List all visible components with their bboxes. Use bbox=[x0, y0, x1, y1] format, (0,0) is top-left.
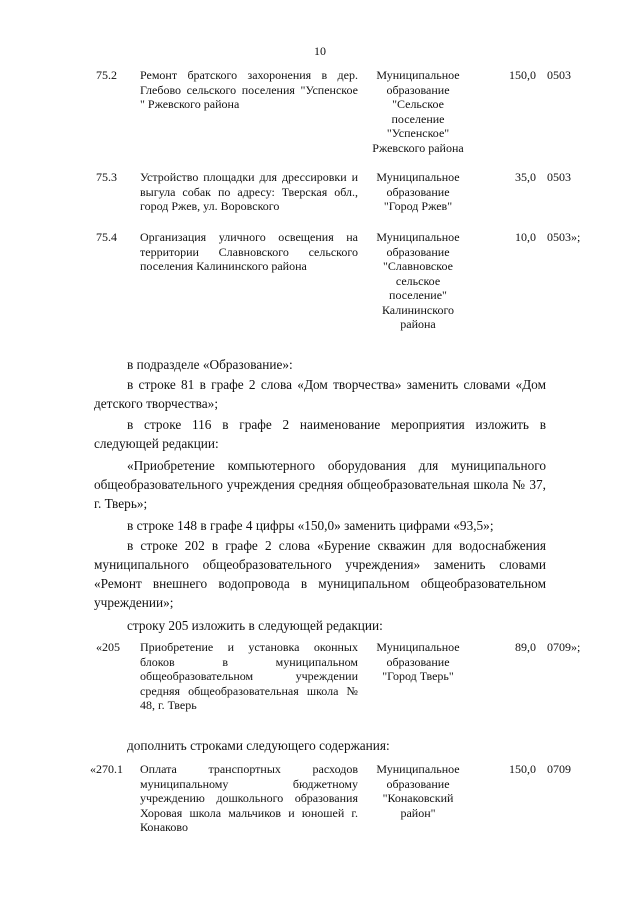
row-number: «270.1 bbox=[90, 762, 123, 776]
paragraph-line116: в строке 116 в графе 2 наименование мероприятия изложить в следующей редакции: bbox=[94, 417, 546, 451]
paragraph-line202: в строке 202 в графе 2 слова «Бурение скважин для водоснабжения муниципального общеобразовательного учреждения» заменить словами «Ремонт внешнего водопровода в муниципальном общеобразовательном учреждении»; bbox=[94, 538, 546, 610]
row-sum: 10,0 bbox=[515, 230, 536, 244]
executor-line: район" bbox=[400, 805, 436, 820]
row-description: Устройство площадки для дрессировки и выгула собак по адресу: Тверская обл., город Ржев, ул. Воровского bbox=[140, 170, 358, 213]
row-code: 0503»; bbox=[547, 230, 581, 244]
executor-line: района bbox=[400, 317, 436, 331]
row-description: Ремонт братского захоронения в дер. Глебово сельского поселения "Успенское " Ржевского района bbox=[140, 68, 358, 111]
executor-line: Муниципальное bbox=[376, 640, 460, 654]
executor-line: "Успенское" bbox=[386, 126, 450, 140]
row-number: 75.3 bbox=[96, 170, 117, 184]
row-executor bbox=[360, 230, 476, 332]
row-executor bbox=[360, 68, 476, 155]
executor-line: образование bbox=[386, 776, 450, 791]
row-code: 0709»; bbox=[547, 640, 581, 654]
executor-line: образование bbox=[386, 184, 450, 199]
page-number: 10 bbox=[314, 44, 326, 58]
row-sum: 150,0 bbox=[509, 762, 536, 776]
executor-line: образование bbox=[386, 244, 450, 259]
executor-line: поселение bbox=[391, 111, 445, 126]
row-description: Приобретение и установка оконных блоков в муниципальном общеобразовательном учреждении средняя общеобразовательная школа № 48, г. Тверь bbox=[140, 640, 358, 712]
row-sum: 35,0 bbox=[515, 170, 536, 184]
executor-line: Калининского bbox=[381, 302, 455, 317]
row-description: Организация уличного освещения на территории Славновского сельского поселения Калининского района bbox=[140, 230, 358, 273]
executor-line: "Конаковский bbox=[382, 791, 454, 805]
executor-line: Муниципальное bbox=[376, 230, 460, 244]
executor-line: образование bbox=[386, 82, 450, 97]
executor-line: Ржевского района bbox=[372, 140, 464, 155]
row-sum: 89,0 bbox=[515, 640, 536, 654]
row-code: 0503 bbox=[547, 170, 571, 184]
paragraph-quote-computer: «Приобретение компьютерного оборудования для муниципального общеобразовательного учреждения средняя общеобразовательная школа № 37, г. Тверь»; bbox=[94, 458, 546, 511]
executor-line: "Город Ржев" bbox=[383, 199, 453, 213]
row-executor bbox=[360, 640, 476, 684]
executor-line: "Славновское bbox=[383, 259, 453, 273]
paragraph-line205: строку 205 изложить в следующей редакции: bbox=[127, 618, 383, 633]
row-number: 75.4 bbox=[96, 230, 117, 244]
row-code: 0503 bbox=[547, 68, 571, 82]
row-description: Оплата транспортных расходов муниципальному бюджетному учреждению дошкольного образования Хоровая школа мальчиков и юношей г. Конаково bbox=[140, 762, 358, 834]
paragraph-subsection: в подразделе «Образование»: bbox=[127, 357, 293, 372]
executor-line: сельское bbox=[395, 273, 441, 288]
row-executor bbox=[360, 170, 476, 214]
row-code: 0709 bbox=[547, 762, 571, 776]
row-number: 75.2 bbox=[96, 68, 117, 82]
row-sum: 150,0 bbox=[509, 68, 536, 82]
executor-line: Муниципальное bbox=[376, 170, 460, 184]
row-number: «205 bbox=[96, 640, 120, 654]
paragraph-append: дополнить строками следующего содержания: bbox=[127, 738, 390, 753]
executor-line: "Сельское bbox=[392, 97, 444, 111]
paragraph-line148: в строке 148 в графе 4 цифры «150,0» заменить цифрами «93,5»; bbox=[127, 518, 494, 533]
paragraph-line81: в строке 81 в графе 2 слова «Дом творчества» заменить словами «Дом детского творчества»; bbox=[94, 377, 546, 411]
executor-line: Муниципальное bbox=[376, 762, 460, 776]
executor-line: образование bbox=[386, 654, 450, 669]
executor-line: "Город Тверь" bbox=[382, 669, 454, 683]
executor-line: поселение" bbox=[389, 288, 447, 302]
row-executor bbox=[360, 762, 476, 820]
executor-line: Муниципальное bbox=[376, 68, 460, 82]
